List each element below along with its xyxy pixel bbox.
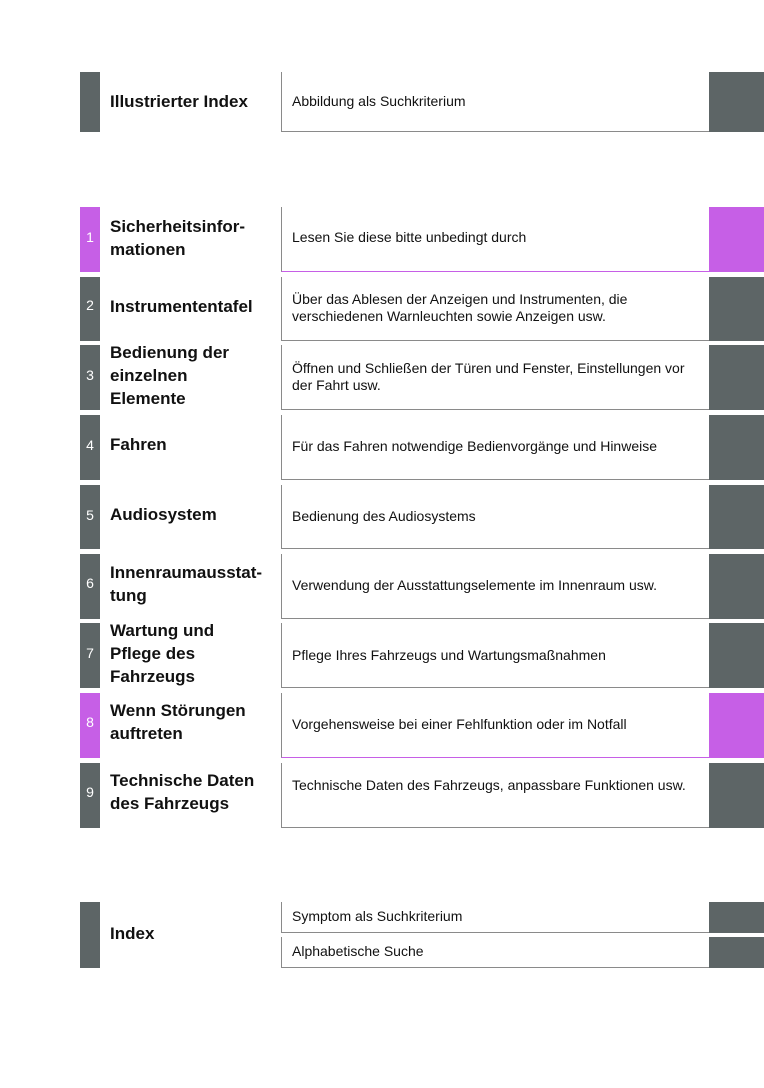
chapter-tab	[80, 207, 100, 272]
chapter-description-box	[281, 623, 709, 688]
chapter-number: 9	[86, 784, 94, 800]
chapter-description: Technische Daten des Fahrzeugs, anpassbare Funktionen usw.	[292, 777, 686, 793]
chapter-row-5[interactable]	[0, 485, 764, 549]
chapter-description-box	[281, 277, 709, 341]
chapter-tab	[80, 345, 100, 410]
thumb-tab[interactable]	[709, 693, 764, 758]
chapter-tab	[80, 277, 100, 341]
chapter-number: 5	[86, 507, 94, 523]
left-tab	[80, 72, 100, 132]
section-description: Abbildung als Suchkriterium	[292, 93, 466, 109]
chapter-row-3[interactable]	[0, 345, 764, 410]
chapter-row-1[interactable]	[0, 207, 764, 272]
chapter-title	[110, 215, 275, 261]
chapter-row-6[interactable]	[0, 554, 764, 619]
thumb-tab[interactable]	[709, 937, 764, 968]
chapter-description-box	[281, 415, 709, 480]
section-description-box	[281, 72, 709, 132]
chapter-number: 4	[86, 437, 94, 453]
chapter-number: 7	[86, 645, 94, 661]
section-description: Symptom als Suchkriterium	[292, 908, 463, 924]
chapter-description: Lesen Sie diese bitte unbedingt durch	[292, 229, 527, 245]
section-description-box	[281, 902, 709, 933]
chapter-row-4[interactable]	[0, 415, 764, 480]
illustrated-index-row[interactable]	[0, 72, 764, 132]
chapter-number: 2	[86, 297, 94, 313]
thumb-tab[interactable]	[709, 485, 764, 549]
chapter-description: Über das Ablesen der Anzeigen und Instrumenten, die verschiedenen Warnleuchten sowie Anzeigen usw.	[292, 291, 628, 324]
section-title: Index	[110, 924, 155, 943]
chapter-row-7[interactable]	[0, 623, 764, 688]
section-title: Illustrierter Index	[110, 92, 248, 111]
chapter-tab	[80, 485, 100, 549]
chapter-description-box	[281, 485, 709, 549]
chapter-description-box	[281, 207, 709, 272]
chapter-description: Pflege Ihres Fahrzeugs und Wartungsmaßnahmen	[292, 647, 606, 663]
chapter-description-box	[281, 554, 709, 619]
chapter-tab	[80, 554, 100, 619]
chapter-title	[110, 561, 275, 607]
chapter-row-8[interactable]	[0, 693, 764, 758]
chapter-title: Technische Daten des Fahrzeugs	[110, 771, 255, 813]
chapter-tab	[80, 415, 100, 480]
chapter-title-text: Sicherheitsinfor- mationen	[110, 217, 246, 259]
section-description-box	[281, 937, 709, 968]
chapter-row-9[interactable]	[0, 763, 764, 828]
thumb-tab[interactable]	[709, 207, 764, 272]
chapter-tab	[80, 763, 100, 828]
thumb-tab[interactable]	[709, 415, 764, 480]
chapter-tab	[80, 623, 100, 688]
section-description: Alphabetische Suche	[292, 943, 424, 959]
thumb-tab[interactable]	[709, 72, 764, 132]
chapter-tab	[80, 693, 100, 758]
thumb-tab[interactable]	[709, 345, 764, 410]
chapter-row-2[interactable]	[0, 277, 764, 341]
chapter-description: Öffnen und Schließen der Türen und Fenster, Einstellungen vor der Fahrt usw.	[292, 360, 685, 393]
chapter-description: Für das Fahren notwendige Bedienvorgänge und Hinweise	[292, 438, 658, 454]
index-symptom-row[interactable]	[0, 902, 764, 933]
chapter-number: 6	[86, 575, 94, 591]
chapter-description: Vorgehensweise bei einer Fehlfunktion oder im Notfall	[292, 716, 627, 732]
chapter-title: Instrumententafel	[110, 297, 253, 316]
chapter-description-box	[281, 345, 709, 410]
thumb-tab[interactable]	[709, 277, 764, 341]
thumb-tab[interactable]	[709, 763, 764, 828]
chapter-title-text: Innenraumausstat- tung	[110, 563, 263, 605]
chapter-number: 8	[86, 714, 94, 730]
chapter-description-box	[281, 693, 709, 758]
thumb-tab[interactable]	[709, 554, 764, 619]
chapter-title: Fahren	[110, 435, 167, 454]
chapter-title: Wenn Störungen auftreten	[110, 701, 246, 743]
chapter-title: Bedienung der einzelnen Elemente	[110, 343, 230, 408]
thumb-tab[interactable]	[709, 902, 764, 933]
chapter-description: Bedienung des Audiosystems	[292, 508, 476, 524]
chapter-title: Audiosystem	[110, 505, 217, 524]
chapter-title: Wartung und Pflege des Fahrzeugs	[110, 621, 215, 686]
chapter-description-box	[281, 763, 709, 828]
chapter-description: Verwendung der Ausstattungselemente im Innenraum usw.	[292, 577, 657, 593]
chapter-number: 1	[86, 229, 94, 245]
thumb-tab[interactable]	[709, 623, 764, 688]
index-alphabetic-row[interactable]	[0, 937, 764, 968]
chapter-number: 3	[86, 367, 94, 383]
